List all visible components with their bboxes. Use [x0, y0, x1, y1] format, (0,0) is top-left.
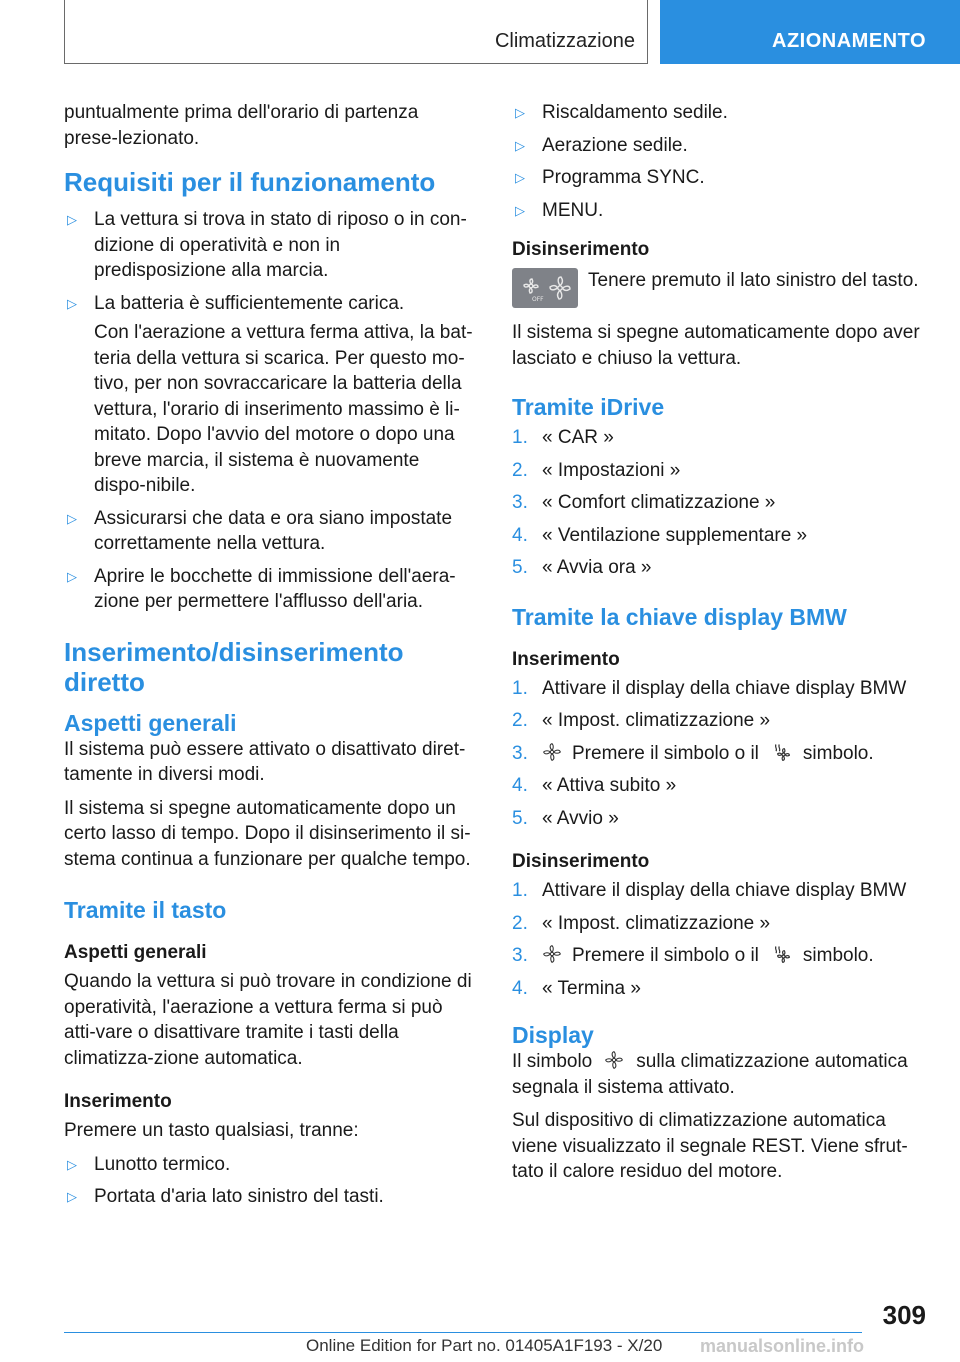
bullet-icon: ▷	[67, 212, 77, 227]
bullet-icon: ▷	[67, 510, 77, 526]
bullet-icon: ▷	[67, 295, 77, 311]
general-heading: Aspetti generali	[64, 709, 237, 736]
footer-edition: Online Edition for Part no. 01405A1F193 - X/20	[306, 1336, 663, 1355]
list-item: 2. « Impostazioni »	[512, 459, 681, 481]
bullet-icon: ▷	[67, 568, 77, 584]
list-item: ▷ Lunotto termico.	[64, 1152, 474, 1178]
list-item: ▷ Aprire le bocchette di immissione dell'aera-zione per permettere l'afflusso dell'aria.	[67, 565, 456, 612]
list-item: 3. Premere il simbolo o il simbolo.	[512, 742, 874, 764]
key-switch-on-label: Inserimento	[512, 648, 620, 670]
key-on-steps	[512, 676, 922, 832]
svg-text:OFF: OFF	[532, 296, 544, 302]
intro-paragraph: puntualmente prima dell'orario di partenza prese-lezionato.	[64, 102, 419, 149]
list-item: 1. « CAR »	[512, 427, 614, 448]
left-column	[64, 100, 474, 1217]
key-display-heading: Tramite la chiave display BMW	[512, 603, 847, 630]
key-switch-off-label: Disinserimento	[512, 851, 650, 872]
list-item: 2. « Impost. climatizzazione »	[512, 912, 771, 934]
list-item: 1. Attivare il display della chiave display BMW	[512, 880, 907, 901]
battery-note: Con l'aerazione a vettura ferma attiva, la bat-teria della vettura si scarica. Per questo mo-tivo, per non sovraccaricare la batteria della vettura, l'orario di inserimento massimo è li-mitato. Dopo l'avvio del motore o dopo una breve marcia, il sistema è nuovamente dispo-nibile.	[94, 322, 473, 496]
bullet-icon: ▷	[67, 1189, 77, 1204]
idrive-heading: Tramite iDrive	[512, 394, 665, 420]
display-paragraph-1: Il simbolo sulla climatizzazione automatica segnala il sistema attivato.	[512, 1051, 908, 1098]
fan-icon	[542, 742, 562, 762]
switch-on-label: Inserimento	[64, 1091, 172, 1112]
list-item: ▷ La batteria è sufficientemente carica. Con l'aerazione a vettura ferma attiva, la bat-teria della vettura si scarica. Per questo mo-tivo, per non sovraccaricare la batteria della vettura, l'orario di inserimento massimo è li-mitato. Dopo l'avvio del motore o dopo una breve marcia, il sistema è nuovamente dispo-nibile.	[64, 291, 474, 499]
header-section-title: Climatizzazione	[494, 30, 635, 52]
list-item: ▷ La vettura si trova in stato di riposo o in con-dizione di operatività e non in predisposizione alla marcia.	[67, 209, 467, 281]
switch-on-paragraph: Premere un tasto qualsiasi, tranne:	[64, 1120, 359, 1141]
right-column	[512, 100, 922, 1193]
list-item: 4. « Termina »	[512, 977, 641, 999]
list-item: 3. Premere il simbolo o il simbolo.	[512, 945, 874, 966]
fan-heat-icon	[771, 742, 791, 762]
footer-divider	[64, 1332, 862, 1333]
list-item: ▷ Programma SYNC.	[512, 165, 922, 191]
exceptions-list-continued	[512, 100, 922, 223]
switch-off-label: Disinserimento	[512, 239, 650, 260]
general-paragraph-1: Il sistema può essere attivato o disattivato diret-tamente in diversi modi.	[64, 738, 466, 785]
fan-icon	[604, 1050, 624, 1070]
bullet-icon: ▷	[515, 202, 525, 218]
bullet-icon: ▷	[515, 105, 525, 120]
display-heading: Display	[512, 1022, 594, 1048]
list-item: ▷ Aerazione sedile.	[512, 133, 922, 159]
list-item: 1. Attivare il display della chiave display BMW	[512, 677, 907, 699]
exceptions-list	[64, 1152, 474, 1210]
button-heading: Tramite il tasto	[64, 897, 227, 923]
fan-heat-icon	[771, 944, 791, 964]
direct-heading: Inserimento/disinserimento diretto	[64, 636, 404, 697]
header-chapter-title: AZIONAMENTO	[772, 30, 927, 52]
requirements-heading: Requisiti per il funzionamento	[64, 167, 436, 197]
button-general-paragraph: Quando la vettura si può trovare in condizione di operatività, l'aerazione a vettura ferma si può atti-vare o disattivare tramite i tasti della climatizza-zione automatica.	[64, 971, 472, 1069]
list-item: 5. « Avvia ora »	[512, 557, 652, 578]
list-item: 3. « Comfort climatizzazione »	[512, 492, 776, 513]
header-chapter-tab	[660, 0, 960, 64]
fan-off-key-icon	[512, 268, 578, 308]
button-general-label: Aspetti generali	[64, 942, 207, 963]
bullet-icon: ▷	[67, 1156, 77, 1172]
header-section-box	[64, 0, 648, 64]
general-paragraph-2: Il sistema si spegne automaticamente dopo un certo lasso di tempo. Dopo il disinserimento il si-stema continua a funzionare per qualche tempo.	[64, 797, 471, 870]
fan-icon	[542, 944, 562, 964]
list-item: 4. « Ventilazione supplementare »	[512, 524, 808, 546]
requirements-list	[64, 207, 474, 615]
key-off-steps	[512, 878, 922, 1001]
list-item: 5. « Avvio »	[512, 807, 619, 829]
bullet-icon: ▷	[515, 170, 525, 185]
list-item: ▷ Assicurarsi che data e ora siano impostate correttamente nella vettura.	[67, 507, 453, 554]
bullet-icon: ▷	[515, 137, 525, 153]
switch-off-key-row	[512, 268, 922, 308]
idrive-steps	[512, 425, 922, 581]
switch-off-key-text: Tenere premuto il lato sinistro del tasto.	[588, 270, 919, 291]
list-item: ▷ Riscaldamento sedile.	[512, 100, 922, 126]
list-item: ▷ MENU.	[512, 198, 922, 224]
display-paragraph-2: Sul dispositivo di climatizzazione automatica viene visualizzato il segnale REST. Viene sfrut-tato il calore residuo del motore.	[512, 1110, 908, 1182]
list-item: 2. « Impost. climatizzazione »	[512, 710, 771, 731]
switch-off-paragraph: Il sistema si spegne automaticamente dopo aver lasciato e chiuso la vettura.	[512, 322, 920, 369]
watermark: manualsonline.info	[700, 1336, 865, 1356]
page-number: 309	[882, 1300, 926, 1330]
list-item: ▷ Portata d'aria lato sinistro del tasti.	[64, 1184, 474, 1210]
list-item: 4. « Attiva subito »	[512, 775, 677, 796]
